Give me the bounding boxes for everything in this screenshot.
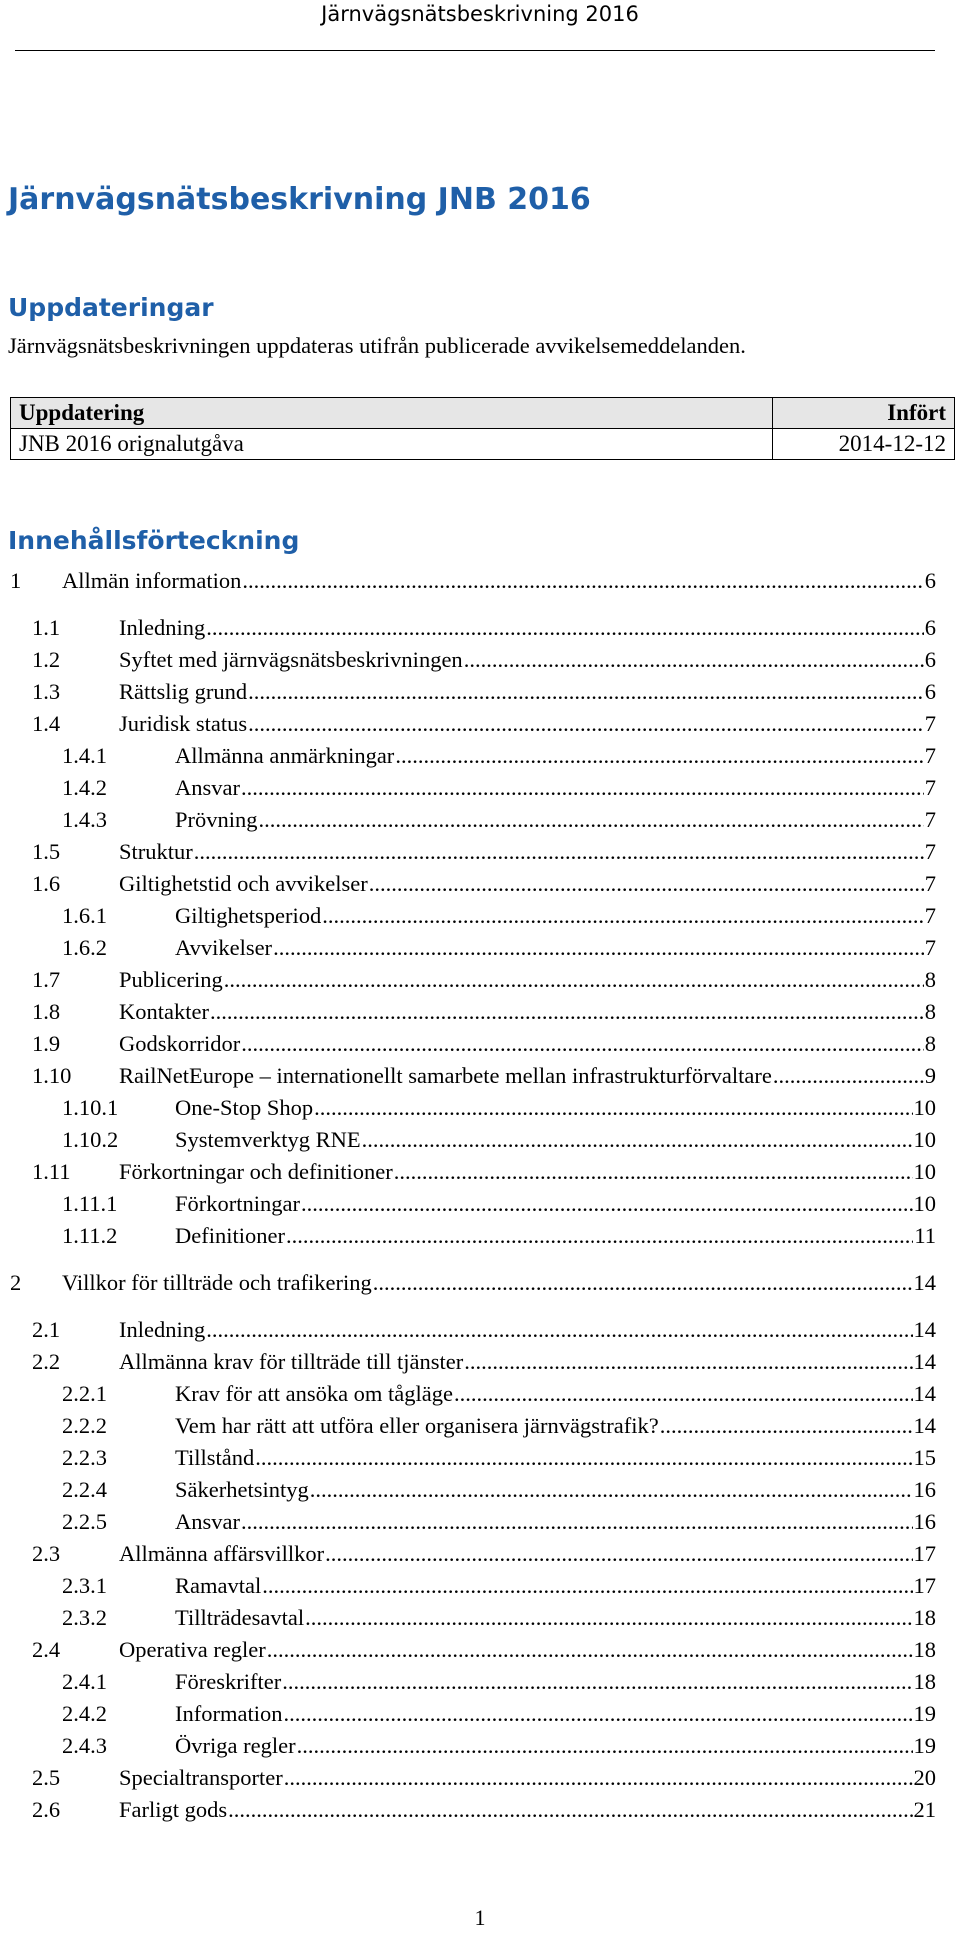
toc-entry-page: 17 [913, 1541, 936, 1566]
toc-entry-number: 1.10.2 [62, 1127, 119, 1152]
toc-entry-number: 2.3.2 [62, 1605, 107, 1630]
toc-entry-title: Juridisk status [119, 711, 248, 736]
toc-entry-page: 8 [924, 999, 936, 1024]
toc-dot-leader [310, 1475, 913, 1505]
toc-entry-number: 2.2.3 [62, 1445, 107, 1470]
toc-entry-number: 2.3.1 [62, 1573, 107, 1598]
toc-entry[interactable] [0, 933, 936, 963]
toc-dot-leader [464, 645, 924, 675]
toc-entry[interactable] [0, 1475, 936, 1505]
toc-entry[interactable] [0, 1795, 936, 1825]
toc-entry-page: 7 [924, 775, 936, 800]
toc-dot-leader [248, 709, 924, 739]
toc-entry-number: 2.4.3 [62, 1733, 107, 1758]
toc-entry-page: 11 [914, 1223, 936, 1248]
toc-entry-title: Avvikelser [175, 935, 273, 960]
toc-entry-page: 7 [924, 903, 936, 928]
toc-entry-title: Krav för att ansöka om tågläge [175, 1381, 454, 1406]
toc-dot-leader [286, 1221, 913, 1251]
running-header: Järnvägsnätsbeskrivning 2016 [321, 2, 639, 26]
toc-entry-number: 2.2.4 [62, 1477, 107, 1502]
toc-entry-title: Systemverktyg RNE [175, 1127, 361, 1152]
toc-dot-leader [362, 1125, 913, 1155]
toc-entry-title: Villkor för tillträde och trafikering [62, 1270, 372, 1295]
update-date-cell: 2014-12-12 [773, 429, 955, 460]
table-row [11, 429, 955, 460]
toc-entry-page: 14 [913, 1381, 936, 1406]
toc-dot-leader [394, 1157, 913, 1187]
toc-entry[interactable] [0, 1093, 936, 1123]
toc-dot-leader [241, 1029, 924, 1059]
toc-entry-page: 7 [924, 935, 936, 960]
document-title: Järnvägsnätsbeskrivning JNB 2016 [8, 182, 591, 217]
toc-entry-title: Publicering [119, 967, 223, 992]
toc-entry[interactable] [0, 1411, 936, 1441]
toc-entry[interactable] [0, 773, 936, 803]
toc-entry-number: 1.11.2 [62, 1223, 118, 1248]
toc-entry-title: Tillträdesavtal [175, 1605, 305, 1630]
toc-entry-title: Godskorridor [119, 1031, 241, 1056]
toc-dot-leader [242, 566, 923, 596]
updates-table-header-row [11, 398, 955, 429]
toc-entry[interactable] [0, 1157, 936, 1187]
toc-entry[interactable] [0, 1347, 936, 1377]
updates-table [10, 397, 955, 460]
toc-entry-page: 14 [913, 1413, 936, 1438]
toc-dot-leader [314, 1093, 912, 1123]
toc-entry[interactable] [0, 837, 936, 867]
toc-dot-leader [305, 1603, 912, 1633]
toc-entry[interactable] [0, 805, 936, 835]
toc-entry-number: 1.1 [32, 615, 61, 640]
updates-heading: Uppdateringar [8, 293, 214, 322]
toc-entry-title: Giltighetsperiod [175, 903, 322, 928]
toc-entry-title: Ansvar [175, 1509, 240, 1534]
toc-entry-number: 2.4 [32, 1637, 61, 1662]
toc-entry-number: 1.10.1 [62, 1095, 119, 1120]
toc-entry-page: 21 [913, 1797, 936, 1822]
toc-entry-title: Allmänna affärsvillkor [119, 1541, 325, 1566]
updates-intro: Järnvägsnätsbeskrivningen uppdateras utifrån publicerade avvikelsemeddelanden. [8, 333, 746, 358]
toc-dot-leader [369, 869, 924, 899]
toc-entry-page: 19 [913, 1733, 936, 1758]
toc-entry-title: Övriga regler [175, 1733, 296, 1758]
toc-entry-title: Kontakter [119, 999, 209, 1024]
toc-entry-page: 7 [924, 839, 936, 864]
toc-dot-leader [210, 997, 924, 1027]
toc-entry-page: 10 [913, 1159, 936, 1184]
toc-dot-leader [373, 1268, 913, 1298]
toc-entry-number: 1.6.2 [62, 935, 107, 960]
column-header-update: Uppdatering [11, 398, 773, 429]
toc-entry[interactable] [0, 741, 936, 771]
toc-entry-title: Rättslig grund [119, 679, 248, 704]
toc-entry-title: Förkortningar och definitioner [119, 1159, 393, 1184]
toc-entry[interactable] [0, 1189, 936, 1219]
toc-entry-number: 1.8 [32, 999, 61, 1024]
toc-entry[interactable] [0, 1507, 936, 1537]
toc-dot-leader [206, 1315, 912, 1345]
toc-entry[interactable] [0, 709, 936, 739]
toc-dot-leader [224, 965, 924, 995]
toc-entry[interactable] [0, 566, 936, 596]
page-number: 1 [474, 1905, 486, 1930]
toc-dot-leader [259, 805, 924, 835]
toc-entry-page: 10 [913, 1191, 936, 1216]
toc-entry-page: 9 [924, 1063, 936, 1088]
toc-entry-page: 16 [913, 1477, 936, 1502]
toc-entry[interactable] [0, 869, 936, 899]
toc-heading: Innehållsförteckning [8, 526, 300, 555]
toc-entry-title: Föreskrifter [175, 1669, 282, 1694]
toc-entry-number: 1.6 [32, 871, 61, 896]
toc-entry[interactable] [0, 901, 936, 931]
toc-entry-number: 1.4.1 [62, 743, 107, 768]
toc-entry-number: 1 [10, 568, 22, 593]
toc-entry-page: 7 [924, 807, 936, 832]
toc-entry-page: 6 [924, 615, 936, 640]
toc-entry-title: Information [175, 1701, 283, 1726]
toc-entry[interactable] [0, 997, 936, 1027]
toc-entry-title: Farligt gods [119, 1797, 228, 1822]
toc-entry-title: Allmänna anmärkningar [175, 743, 395, 768]
toc-dot-leader [297, 1731, 913, 1761]
toc-entry-page: 16 [913, 1509, 936, 1534]
toc-entry[interactable] [0, 677, 936, 707]
toc-entry-page: 6 [924, 647, 936, 672]
toc-dot-leader [773, 1061, 924, 1091]
toc-entry-page: 8 [924, 1031, 936, 1056]
toc-entry[interactable] [0, 1443, 936, 1473]
toc-entry-page: 20 [913, 1765, 936, 1790]
toc-entry-number: 1.9 [32, 1031, 61, 1056]
toc-entry[interactable] [0, 1125, 936, 1155]
toc-entry-page: 10 [913, 1095, 936, 1120]
toc-entry-number: 1.11 [32, 1159, 71, 1184]
toc-entry[interactable] [0, 1731, 936, 1761]
column-header-introduced: Infört [773, 398, 955, 429]
toc-entry-title: Struktur [119, 839, 193, 864]
toc-dot-leader [228, 1795, 912, 1825]
toc-entry-number: 1.7 [32, 967, 61, 992]
toc-entry-title: Specialtransporter [119, 1765, 283, 1790]
toc-entry-number: 1.4.3 [62, 807, 107, 832]
toc-dot-leader [325, 1539, 912, 1569]
toc-entry-number: 1.10 [32, 1063, 72, 1088]
toc-entry-title: Syftet med järnvägsnätsbeskrivningen [119, 647, 463, 672]
toc-dot-leader [273, 933, 924, 963]
toc-entry-page: 14 [913, 1270, 936, 1295]
toc-entry[interactable] [0, 613, 936, 643]
toc-dot-leader [395, 741, 923, 771]
toc-entry[interactable] [0, 1667, 936, 1697]
toc-entry-title: Inledning [119, 615, 206, 640]
toc-entry-title: Ramavtal [175, 1573, 262, 1598]
header-divider [15, 50, 935, 51]
toc-dot-leader [267, 1635, 913, 1665]
toc-entry-page: 19 [913, 1701, 936, 1726]
toc-dot-leader [301, 1189, 913, 1219]
toc-entry-number: 1.11.1 [62, 1191, 118, 1216]
toc-entry-title: Vem har rätt att utföra eller organisera järnvägstrafik? [175, 1413, 659, 1438]
toc-entry-title: Tillstånd [175, 1445, 255, 1470]
toc-entry-page: 7 [924, 743, 936, 768]
toc-dot-leader [241, 1507, 913, 1537]
toc-entry-title: Säkerhetsintyg [175, 1477, 309, 1502]
toc-entry-page: 18 [913, 1637, 936, 1662]
toc-entry[interactable] [0, 1029, 936, 1059]
toc-entry-title: Allmänna krav för tillträde till tjänster [119, 1349, 464, 1374]
toc-entry-title: One-Stop Shop [175, 1095, 314, 1120]
toc-entry[interactable] [0, 1699, 936, 1729]
toc-entry-page: 14 [913, 1317, 936, 1342]
toc-entry-number: 2.6 [32, 1797, 61, 1822]
toc-entry[interactable] [0, 1315, 936, 1345]
toc-dot-leader [660, 1411, 913, 1441]
toc-entry-title: Prövning [175, 807, 258, 832]
toc-entry-number: 2.3 [32, 1541, 61, 1566]
toc-entry-number: 1.5 [32, 839, 61, 864]
toc-entry-title: RailNetEurope – internationellt samarbete mellan infrastrukturförvaltare [119, 1063, 772, 1088]
toc-entry-page: 7 [924, 871, 936, 896]
toc-entry-title: Allmän information [62, 568, 242, 593]
toc-dot-leader [206, 613, 924, 643]
toc-entry-number: 1.4.2 [62, 775, 107, 800]
toc-entry-page: 6 [924, 568, 936, 593]
toc-dot-leader [194, 837, 924, 867]
toc-dot-leader [282, 1667, 912, 1697]
toc-entry-number: 2.1 [32, 1317, 61, 1342]
toc-entry-page: 18 [913, 1669, 936, 1694]
toc-entry-title: Inledning [119, 1317, 206, 1342]
toc-entry[interactable] [0, 1379, 936, 1409]
toc-entry-page: 18 [913, 1605, 936, 1630]
toc-entry-page: 8 [924, 967, 936, 992]
toc-entry[interactable] [0, 1268, 936, 1298]
toc-dot-leader [248, 677, 924, 707]
toc-dot-leader [255, 1443, 912, 1473]
toc-entry-number: 1.2 [32, 647, 61, 672]
toc-dot-leader [284, 1763, 913, 1793]
toc-entry[interactable] [0, 1603, 936, 1633]
toc-entry-page: 17 [913, 1573, 936, 1598]
toc-entry-number: 1.3 [32, 679, 61, 704]
toc-dot-leader [454, 1379, 912, 1409]
toc-entry-page: 7 [924, 711, 936, 736]
toc-entry-title: Giltighetstid och avvikelser [119, 871, 368, 896]
toc-entry[interactable] [0, 645, 936, 675]
toc-entry-number: 2.5 [32, 1765, 61, 1790]
toc-entry-number: 1.6.1 [62, 903, 107, 928]
toc-entry-number: 2.4.1 [62, 1669, 107, 1694]
toc-entry-number: 2.2.1 [62, 1381, 107, 1406]
toc-dot-leader [464, 1347, 912, 1377]
toc-entry-page: 6 [924, 679, 936, 704]
toc-entry-page: 10 [913, 1127, 936, 1152]
toc-dot-leader [322, 901, 924, 931]
toc-entry-number: 2.2 [32, 1349, 61, 1374]
toc-entry[interactable] [0, 965, 936, 995]
toc-entry[interactable] [0, 1221, 936, 1251]
toc-entry-number: 2.2.5 [62, 1509, 107, 1534]
toc-entry-number: 2 [10, 1270, 22, 1295]
toc-entry-number: 2.4.2 [62, 1701, 107, 1726]
toc-dot-leader [241, 773, 924, 803]
toc-entry-title: Definitioner [175, 1223, 285, 1248]
toc-entry[interactable] [0, 1539, 936, 1569]
update-name-cell: JNB 2016 orignalutgåva [11, 429, 773, 460]
toc-entry[interactable] [0, 1763, 936, 1793]
toc-entry[interactable] [0, 1061, 936, 1091]
toc-entry[interactable] [0, 1571, 936, 1601]
toc-entry-title: Operativa regler [119, 1637, 266, 1662]
toc-entry-page: 15 [913, 1445, 936, 1470]
toc-dot-leader [283, 1699, 912, 1729]
toc-entry-page: 14 [913, 1349, 936, 1374]
toc-entry-number: 1.4 [32, 711, 61, 736]
toc-dot-leader [262, 1571, 912, 1601]
toc-entry[interactable] [0, 1635, 936, 1665]
toc-entry-title: Förkortningar [175, 1191, 300, 1216]
toc-entry-number: 2.2.2 [62, 1413, 107, 1438]
toc-entry-title: Ansvar [175, 775, 240, 800]
